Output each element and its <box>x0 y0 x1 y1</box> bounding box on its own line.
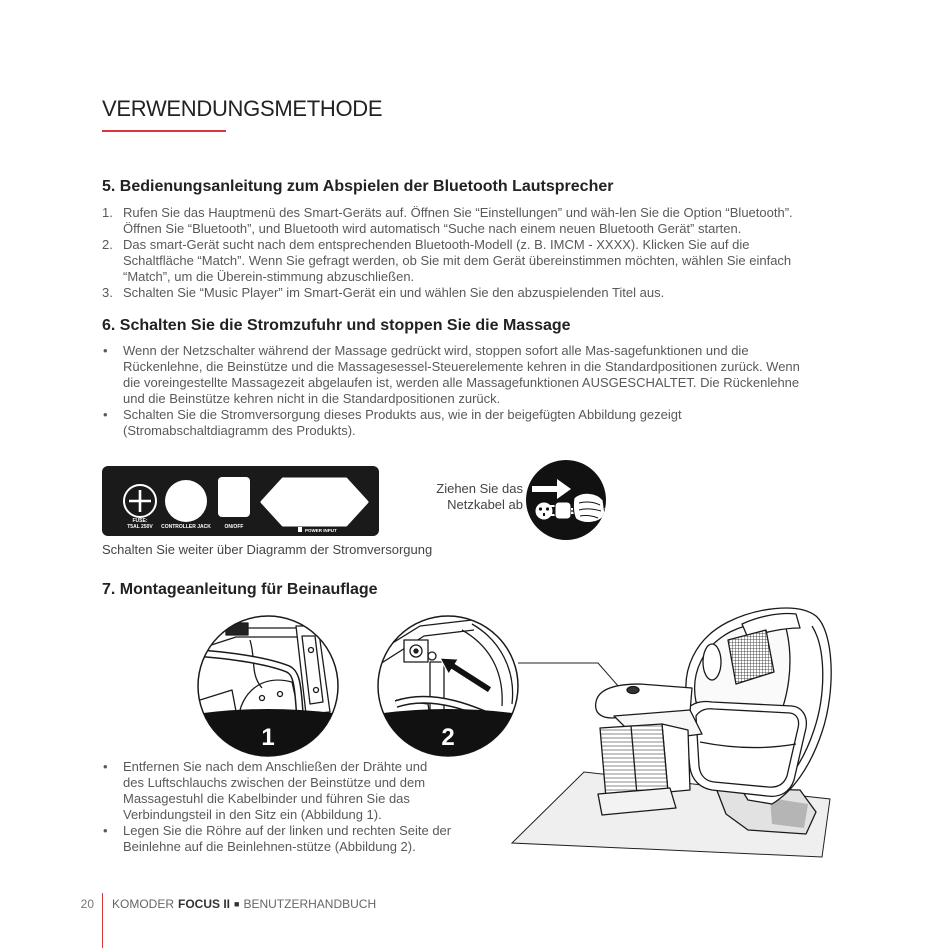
section-6-heading: 6. Schalten Sie die Stromzufuhr und stoppen Sie die Massage <box>102 317 571 334</box>
section-6-list <box>102 343 800 439</box>
figure-1 <box>196 616 345 756</box>
list-line: Schalten Sie “Music Player” im Smart-Gerät ein und wählen Sie den abzuspielenden Titel aus. <box>123 285 665 300</box>
power-panel-diagram <box>102 466 379 536</box>
section-7-list <box>102 759 451 855</box>
list-line: Öffnen Sie “Bluetooth”, und Bluetooth wird automatisch “Suche nach einem neuen Bluetooth Gerät” starten. <box>123 221 742 236</box>
footer-model: FOCUS II <box>178 897 231 911</box>
section-5-heading: 5. Bedienungsanleitung zum Abspielen der Bluetooth Lautsprecher <box>102 178 614 195</box>
page-title: VERWENDUNGSMETHODE <box>102 96 383 121</box>
unplug-power-cord-icon <box>524 458 608 542</box>
figure-2-number: 2 <box>441 724 455 751</box>
section-7-heading: 7. Montageanleitung für Beinauflage <box>102 581 378 598</box>
title-underline <box>102 130 226 132</box>
list-item <box>102 407 800 439</box>
chair-right-armrest <box>684 702 806 797</box>
power-input-icon <box>298 527 302 532</box>
list-line: des Luftschlauchs zwischen der Beinstütze und dem <box>123 775 426 790</box>
fuse-rating-label: T5AL 250V <box>127 524 153 530</box>
list-marker: 2. <box>102 237 113 252</box>
list-line: Entfernen Sie nach dem Anschließen der Drähte und <box>123 759 428 774</box>
list-line: Wenn der Netzschalter während der Massage gedrückt wird, stoppen sofort alle Mas-sagefunktionen und die <box>123 343 749 358</box>
power-diagram-caption: Schalten Sie weiter über Diagramm der Stromversorgung <box>102 542 433 557</box>
bullet-marker: • <box>103 407 108 422</box>
controller-jack-label: CONTROLLER JACK <box>161 524 211 530</box>
footer-separator: ■ <box>234 899 240 909</box>
power-input-label: POWER INPUT <box>305 528 337 533</box>
control-knob <box>627 687 639 694</box>
list-marker: 3. <box>102 285 113 300</box>
controller-jack-port <box>165 480 207 522</box>
list-item <box>102 285 793 301</box>
list-marker: 1. <box>102 205 113 220</box>
footer-divider <box>102 893 103 948</box>
list-item <box>102 759 451 823</box>
list-item <box>102 205 793 237</box>
power-input-socket <box>262 479 367 525</box>
footer-label <box>112 896 376 913</box>
fuse-label: FUSE: <box>132 518 148 524</box>
list-line: Verbindungsteil in den Sitz ein (Abbildung 1). <box>123 807 382 822</box>
footer-doc-title: BENUTZERHANDBUCH <box>243 897 377 911</box>
unplug-line: Ziehen Sie das <box>436 481 523 496</box>
list-item <box>102 823 451 855</box>
list-item <box>102 237 793 285</box>
section-5-list <box>102 205 793 301</box>
list-line: und die Beinstütze kehren nicht in die Standardpositionen zurück. <box>123 391 501 406</box>
bullet-marker: • <box>103 823 108 838</box>
figure-1-number: 1 <box>261 724 275 751</box>
unplug-instruction <box>400 481 523 513</box>
outlet-icon <box>535 502 553 520</box>
list-line: (Stromabschaltdiagramm des Produkts). <box>123 423 356 438</box>
page-number: 20 <box>80 897 94 911</box>
hand-icon <box>573 493 605 522</box>
list-line: “Match”, um die Überein-stimmung abzuschließen. <box>123 269 415 284</box>
list-item <box>102 343 800 407</box>
list-line: Schalten Sie die Stromversorgung dieses Produkts aus, wie in der beigefügten Abbildung gezeigt <box>123 407 682 422</box>
figure-2 <box>378 616 522 756</box>
list-line: Legen Sie die Röhre auf der linken und rechten Seite der <box>123 823 452 838</box>
list-line: Schaltfläche “Match”. Wenn Sie gefragt werden, ob Sie mit dem Gerät übereinstimmen möchten, wählen Sie einfach <box>123 253 792 268</box>
list-line: Massagestuhl die Kabelbinder und führen Sie das <box>123 791 410 806</box>
list-line: Rufen Sie das Hauptmenü des Smart-Geräts auf. Öffnen Sie “Einstellungen” und wäh-len Sie die Option “Bluetooth”. <box>123 205 793 220</box>
on-off-switch <box>218 477 250 517</box>
list-line: Rückenlehne, die Beinstütze und die Massagesessel-Steuerelemente kehren in die Standardpositionen zurück. Wenn <box>123 359 800 374</box>
on-off-label: ON/OFF <box>224 524 244 530</box>
unplug-line: Netzkabel ab <box>447 497 523 512</box>
bullet-marker: • <box>103 343 108 358</box>
bullet-marker: • <box>103 759 108 774</box>
footer-brand: KOMODER <box>112 897 175 911</box>
list-line: Beinlehne auf die Beinlehnen-stütze (Abbildung 2). <box>123 839 416 854</box>
list-line: Das smart-Gerät sucht nach dem entsprechenden Bluetooth-Modell (z. B. IMCM - XXXX). Klicken Sie auf die <box>123 237 750 252</box>
list-line: die voreingestellte Massagezeit abgelaufen ist, werden alle Massagefunktionen AUSGESCHALTET. Die Rückenlehne <box>123 375 800 390</box>
